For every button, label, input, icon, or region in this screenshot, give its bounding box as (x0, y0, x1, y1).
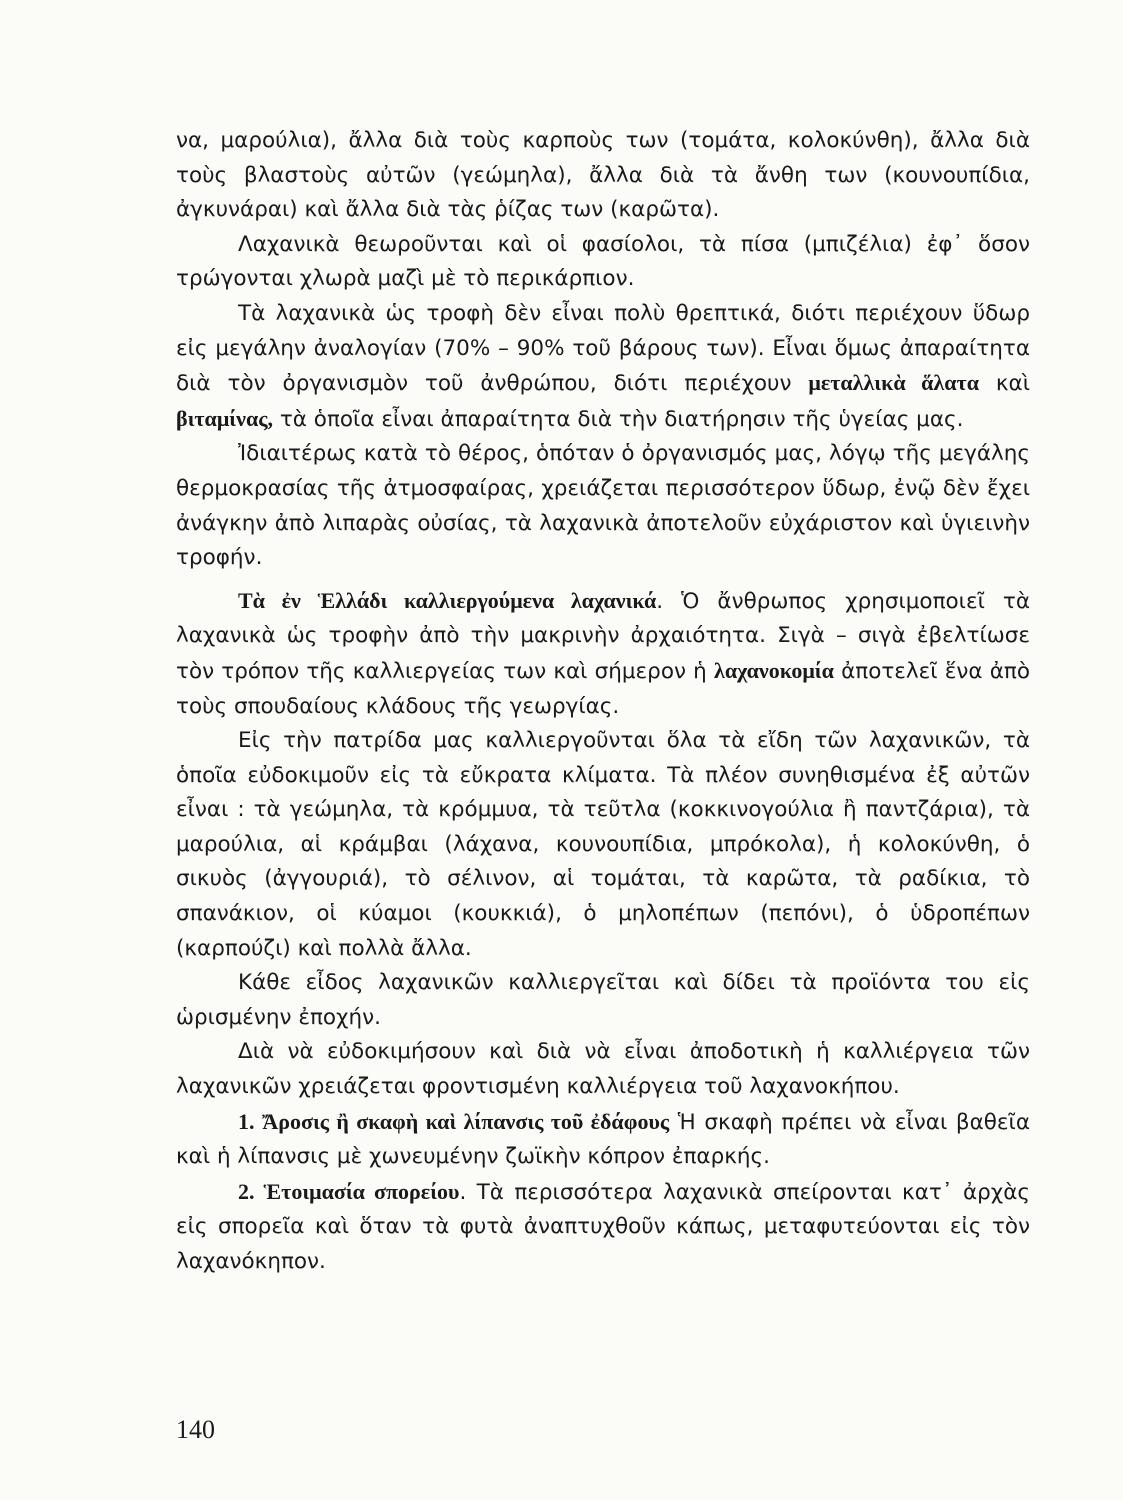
text-run: να, μαρούλια), ἄλλα διὰ τοὺς καρποὺς των (τομάτα, κολοκύνθη), ἄλλα διὰ τοὺς βλαστοὺς αὐτῶν (γεώμηλα), ἄλλα διὰ τὰ ἄνθη των (κουνουπίδια, ἀγκυνάραι) καὶ ἄλλα διὰ τὰς ῥίζας των (καρῶτα). (176, 128, 1030, 223)
text-run: Λαχανικὰ θεωροῦνται καὶ οἱ φασίολοι, τὰ πίσα (μπιζέλια) ἐφ᾽ ὅσον τρώγονται χλωρὰ μαζὶ μὲ τὸ περικάρπιον. (176, 231, 1030, 292)
bold-term: μεταλλικὰ ἅλατα (808, 370, 979, 396)
paragraph (176, 437, 1030, 575)
text-run: Κάθε εἶδος λαχανικῶν καλλιεργεῖται καὶ δίδει τὰ προϊόντα του εἰς ὡρισμένην ἐποχήν. (176, 970, 1030, 1030)
paragraph (176, 1035, 1030, 1104)
paragraph (176, 966, 1030, 1035)
paragraph (176, 1105, 1030, 1175)
paragraph (176, 724, 1030, 966)
text-run: καὶ (978, 371, 1030, 397)
bold-term: λαχανοκομία (714, 657, 834, 683)
bold-term: 2. Ἑτοιμασία σπορείου (238, 1178, 460, 1204)
text-run: τὰ ὁποῖα εἶναι ἀπαραίτητα διὰ τὴν διατήρησιν τῆς ὑγείας μας. (273, 406, 964, 432)
text-run: Ἰδιαιτέρως κατὰ τὸ θέρος, ὁπόταν ὁ ὀργανισμός μας, λόγῳ τῆς μεγάλης θερμοκρασίας τῆς ἀτμοσφαίρας, χρειάζεται περισσότερον ὕδωρ, ἐνῷ δὲν ἔχει ἀνάγκην ἀπὸ λιπαρὰς οὐσίας, τὰ λαχανικὰ ἀποτελοῦν εὐχάριστον καὶ ὑγιεινὴν τροφήν. (176, 441, 1030, 571)
page-body (176, 124, 1030, 1280)
bold-term: Τὰ ἐν Ἑλλάδι καλλιεργούμενα λαχανικά (238, 587, 657, 613)
page-number: 140 (176, 1415, 215, 1444)
text-run: ἀποτελεῖ ἕνα ἀπὸ τοὺς σπουδαίους κλάδους τῆς γεωργίας. (176, 658, 1030, 719)
text-run: Διὰ νὰ εὐδοκιμήσουν καὶ διὰ νὰ εἶναι ἀποδοτικὴ ἡ καλλιέργεια τῶν λαχανικῶν χρειάζεται φροντισμένη καλλιέργεια τοῦ λαχανοκήπου. (176, 1039, 1030, 1100)
paragraph (176, 584, 1030, 724)
paragraph (176, 297, 1030, 437)
text-run: Εἰς τὴν πατρίδα μας καλλιεργοῦνται ὅλα τὰ εἴδη τῶν λαχανικῶν, τὰ ὁποῖα εὐδοκιμοῦν εἰς τὰ εὔκρατα κλίματα. Τὰ πλέον συνηθισμένα ἐξ αὐτῶν εἶναι : τὰ γεώμηλα, τὰ κρόμμυα, τὰ τεῦτλα (κοκκινογούλια ἢ παντζάρια), τὰ μαρούλια, αἱ κράμβαι (λάχανα, κουνουπίδια, μπρόκολα), ἡ κολοκύνθη, ὁ σικυὸς (ἀγγουριά), τὸ σέλινον, αἱ τομάται, τὰ καρῶτα, τὰ ραδίκια, τὸ σπανάκιον, οἱ κύαμοι (κουκκιά), ὁ μηλοπέπων (πεπόνι), ὁ ὑδροπέπων (καρπούζι) καὶ πολλὰ ἄλλα. (176, 728, 1030, 961)
bold-term: βιταμίνας, (176, 405, 274, 431)
paragraph (176, 124, 1030, 228)
text-run: . Τὰ περισσότερα λαχανικὰ σπείρονται κατ᾽ ἀρχὰς εἰς σπορεῖα καὶ ὅταν τὰ φυτὰ ἀναπτυχθοῦν κάπως, μεταφυτεύονται εἰς τὸν λαχανόκηπον. (176, 1179, 1030, 1274)
paragraph (176, 228, 1030, 297)
bold-term: 1. Ἄροσις ἢ σκαφὴ καὶ λίπανσις τοῦ ἐδάφους (238, 1108, 670, 1134)
text-run: Ἡ σκαφὴ πρέπει νὰ εἶναι βαθεῖα καὶ ἡ λίπανσις μὲ χωνευμένην ζωϊκὴν κόπρον ἐπαρκής. (176, 1109, 1031, 1170)
paragraph (176, 1175, 1030, 1280)
text-run: . Ὁ ἄνθρωπος χρησιμοποιεῖ τὰ λαχανικὰ ὡς τροφὴν ἀπὸ τὴν μακρινὴν ἀρχαιότητα. Σιγὰ – σιγὰ ἐβελτίωσε τὸν τρόπον τῆς καλλιεργείας των καὶ σήμερον ἡ (176, 588, 1030, 684)
text-run: Τὰ λαχανικὰ ὡς τροφὴ δὲν εἶναι πολὺ θρεπτικά, διότι περιέχουν ὕδωρ εἰς μεγάλην ἀναλογίαν (70% – 90% τοῦ βάρους των). Εἶναι ὅμως ἀπαραίτητα διὰ τὸν ὀργανισμὸν τοῦ ἀνθρώπου, διότι περιέχουν (176, 300, 1030, 397)
